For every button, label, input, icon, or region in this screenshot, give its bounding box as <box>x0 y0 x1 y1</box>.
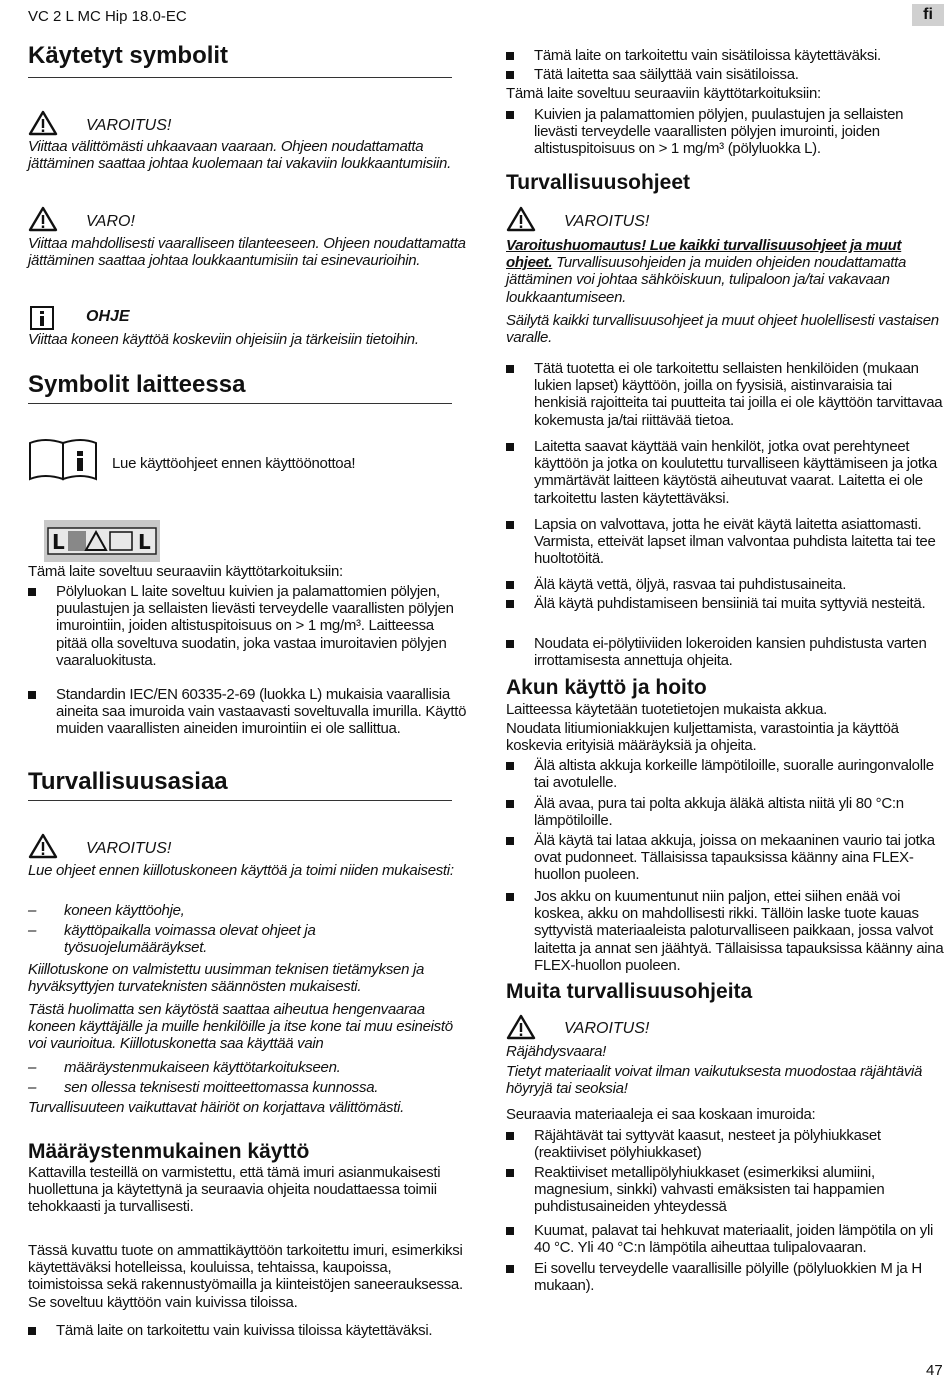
list-item: Lapsia on valvottava, jotta he eivät käytä laitetta asiattomasti. Varmista, etteivät lapset ilman valvontaa puhdista laitetta tai tee huoltotöitä. <box>506 516 946 568</box>
manual-icon <box>28 437 98 481</box>
heading-other-safety: Muita turvallisuusohjeita <box>506 980 753 1003</box>
tested-text: Kattavilla testeillä on varmistettu, että tämä imuri asianmukaisesti huollettuna ja käytettynä ja seuraavia ohjeita noudattaessa toimii tehokkaasti ja turvallisesti. <box>28 1164 441 1216</box>
suitable-intro: Tämä laite soveltuu seuraaviin käyttötarkoituksiin: <box>506 85 821 102</box>
divider <box>28 800 452 801</box>
heading-safety-instructions: Turvallisuusohjeet <box>506 171 690 194</box>
list-item: Älä käytä tai lataa akkuja, joissa on mekaaninen vaurio tai jotka ovat pudonneet. Tällaisissa tapauksissa käänny aina FLEX-huollon puoleen. <box>506 832 946 884</box>
heading-intended-use: Määräystenmukainen käyttö <box>28 1140 310 1163</box>
info-icon <box>30 306 54 330</box>
fix-text: Turvallisuuteen vaikuttavat häiriöt on korjattava välittömästi. <box>28 1099 405 1116</box>
battery-text-1: Laitteessa käytetään tuotetietojen mukaista akkua. <box>506 701 828 718</box>
dust-class-l-label-icon <box>44 520 160 562</box>
warning-triangle-icon <box>28 833 58 859</box>
list-item: Älä avaa, pura tai polta akkuja äläkä altista niitä yli 80 °C:n lämpötiloille. <box>506 795 946 829</box>
list-item: – määräystenmukaiseen käyttötarkoitukseen. <box>28 1059 468 1076</box>
never-text: Seuraavia materiaaleja ei saa koskaan imuroida: <box>506 1106 816 1123</box>
keep-text: Säilytä kaikki turvallisuusohjeet ja muut ohjeet huolellisesti vastaisen varalle. <box>506 312 939 347</box>
list-item: Jos akku on kuumentunut niin paljon, ettei siihen enää voi koskea, akku on mahdollisesti rikki. Tällöin laske tuote kauas syttyvistä materiaaleista paloturvalliseen paikkaan, jossa valvot laitetta ja annat sen jäähtyä. Tällaisissa tapauksissa käänny aina FLEX-huollon puoleen. <box>506 888 946 974</box>
warning-label: VAROITUS! <box>86 117 172 134</box>
list-item: Älä käytä vettä, öljyä, rasvaa tai puhdistusaineita. <box>506 576 946 593</box>
svg-text:L: L <box>138 530 151 554</box>
list-item: Laitetta saavat käyttää vain henkilöt, jotka ovat perehtyneet käyttöön ja jotka on koulutettu turvalliseen käyttämiseen ja jotka ymmärtävät laitteen käytöstä aiheutuvat vaarat. Laitetta ei ole tarkoitettu lasten käytettäväksi. <box>506 438 946 507</box>
svg-text:L: L <box>52 530 65 554</box>
note-text: Viittaa koneen käyttöä koskeviin ohjeisiin ja tärkeisiin tietoihin. <box>28 331 419 348</box>
heading-safety-notice: Turvallisuusasiaa <box>28 768 228 795</box>
professional-text: Tässä kuvattu tuote on ammattikäyttöön tarkoitettu imuri, esimerkiksi käytettäväksi hotelleissa, kouluissa, tehtaissa, kaupoissa, toimistoissa sekä rakennustyömailla ja kiinteistöjen saneerauksessa. Se soveltuu käyttöön vain kuivissa tiloissa. <box>28 1242 463 1311</box>
warning-triangle-icon <box>506 1014 536 1040</box>
warning-triangle-icon <box>28 206 58 232</box>
list-item: Kuumat, palavat tai hehkuvat materiaalit, joiden lämpötila on yli 40 °C. Yli 40 °C:n lämpötila aiheuttaa tulipalovaaran. <box>506 1222 946 1256</box>
heading-used-symbols: Käytetyt symbolit <box>28 42 229 69</box>
warning-emphasis: Varoitushuomautus! Lue kaikki turvallisuusohjeet ja muut ohjeet. <box>506 237 902 272</box>
list-item: – koneen käyttöohje, <box>28 902 468 919</box>
caution-text: Viittaa mahdollisesti vaaralliseen tilanteeseen. Ohjeen noudattamatta jättäminen saattaa johtaa loukkaantumisiin tai esinevaurioihin. <box>28 235 466 270</box>
list-item: Älä käytä puhdistamiseen bensiiniä tai muita syttyviä nesteitä. <box>506 595 946 612</box>
heading-device-symbols: Symbolit laitteessa <box>28 371 246 398</box>
list-item: Älä altista akkuja korkeille lämpötiloille, suoralle auringonvalolle tai avotulelle. <box>506 757 946 791</box>
list-item: Reaktiiviset metallipölyhiukkaset (esimerkiksi alumiini, magnesium, sinkki) vahvasti emäksisten tai happamien puhdistusaineiden yhteydessä <box>506 1164 946 1216</box>
list-item: Standardin IEC/EN 60335-2-69 (luokka L) mukaisia vaarallisia aineita saa imuroida vain vastaavasti soveltuvalla imurilla. Käyttö muiden vaarallisten aineiden imurointiin ei ole sallittua. <box>28 686 468 738</box>
list-item: Kuivien ja palamattomien pölyjen, puulastujen ja sellaisten lievästi terveydelle vaarallisten pölyjen imurointi, joiden altistuspitoisuus on > 1 mg/m³ (pölyluokka L). <box>506 106 946 158</box>
divider <box>28 403 452 404</box>
heading-battery: Akun käyttö ja hoito <box>506 676 707 699</box>
list-item: Ei sovellu terveydelle vaarallisille pölyille (pölyluokkien M ja H mukaan). <box>506 1260 946 1294</box>
read-manual-text: Lue käyttöohjeet ennen käyttöönottoa! <box>112 455 356 472</box>
warning-rest: Turvallisuusohjeiden ja muiden ohjeiden noudattamatta jättäminen voi johtaa sähköiskuun, tulipaloon ja/tai vakavaan loukkaantumiseen. <box>506 254 907 306</box>
tech-text: Kiillotuskone on valmistettu uusimman teknisen tietämyksen ja hyväksyttyjen turvateknisten säännösten mukaisesti. <box>28 961 425 996</box>
read-before-text: Lue ohjeet ennen kiillotuskoneen käyttöä ja toimi niiden mukaisesti: <box>28 862 454 879</box>
warning-triangle-icon <box>506 206 536 232</box>
suitable-intro: Tämä laite soveltuu seuraaviin käyttötarkoituksiin: <box>28 563 343 580</box>
materials-text: Tietyt materiaalit voivat ilman vaikutuksesta muodostaa räjähtäviä höyryjä tai seoksia! <box>506 1063 923 1098</box>
language-badge: fi <box>912 4 944 26</box>
warning-label: VAROITUS! <box>564 1020 650 1037</box>
warning-label: VAROITUS! <box>564 213 650 230</box>
warning-paragraph <box>506 237 946 306</box>
list-item: Pölyluokan L laite soveltuu kuivien ja palamattomien pölyjen, puulastujen ja sellaisten lievästi terveydelle vaarallisten pölyjen imurointiin, joiden altistuspitoisuus on > 1 mg/m³. Laitteessa pitää olla soveltuva suodatin, joka vastaa imuroitavien pölyjen vaaraluokitusta. <box>28 583 468 669</box>
explosion-text: Räjähdysvaara! <box>506 1043 607 1060</box>
doc-id: VC 2 L MC Hip 18.0-EC <box>28 8 187 25</box>
caution-label: VARO! <box>86 213 135 230</box>
list-item: Tätä tuotetta ei ole tarkoitettu sellaisten henkilöiden (mukaan lukien lapset) käyttöön, joilla on fyysisiä, aistinvaraisia tai henkisiä rajoitteita tai puutteita tai joilla ei ole käyttöön tarvittavaa kokemusta ja/tai riittävää tietoa. <box>506 360 946 429</box>
battery-text-2: Noudata litiumioniakkujen kuljettamista, varastointia ja käyttöä koskevia erityisiä määräyksiä ja ohjeita. <box>506 720 899 755</box>
list-item: Räjähtävät tai syttyvät kaasut, nesteet ja pölyhiukkaset (reaktiiviset pölyhiukkaset) <box>506 1127 946 1161</box>
list-item: Tätä laitetta saa säilyttää vain sisätiloissa. <box>506 66 946 83</box>
warning-text: Viittaa välittömästi uhkaavaan vaaraan. Ohjeen noudattamatta jättäminen saattaa johtaa kuolemaan tai vakaviin loukkaantumisiin. <box>28 138 451 173</box>
list-item: Noudata ei-pölytiiviiden lokeroiden kansien puhdistusta varten irrottamisesta annettuja ohjeita. <box>506 635 946 669</box>
list-item: Tämä laite on tarkoitettu vain kuivissa tiloissa käytettäväksi. <box>28 1322 468 1339</box>
danger-text: Tästä huolimatta sen käytöstä saattaa aiheutua hengenvaaraa koneen käyttäjälle ja muille henkilöille ja itse kone tai muu esineistö voi vaurioitua. Kiillotuskonetta saa käyttää vain <box>28 1001 453 1053</box>
list-item: – sen ollessa teknisesti moitteettomassa kunnossa. <box>28 1079 468 1096</box>
list-item: – käyttöpaikalla voimassa olevat ohjeet ja työsuojelumääräykset. <box>28 922 364 956</box>
page-number: 47 <box>926 1362 943 1379</box>
list-item: Tämä laite on tarkoitettu vain sisätiloissa käytettäväksi. <box>506 47 946 64</box>
warning-label: VAROITUS! <box>86 840 172 857</box>
warning-triangle-icon <box>28 110 58 136</box>
note-label: OHJE <box>86 308 130 325</box>
divider <box>28 77 452 78</box>
